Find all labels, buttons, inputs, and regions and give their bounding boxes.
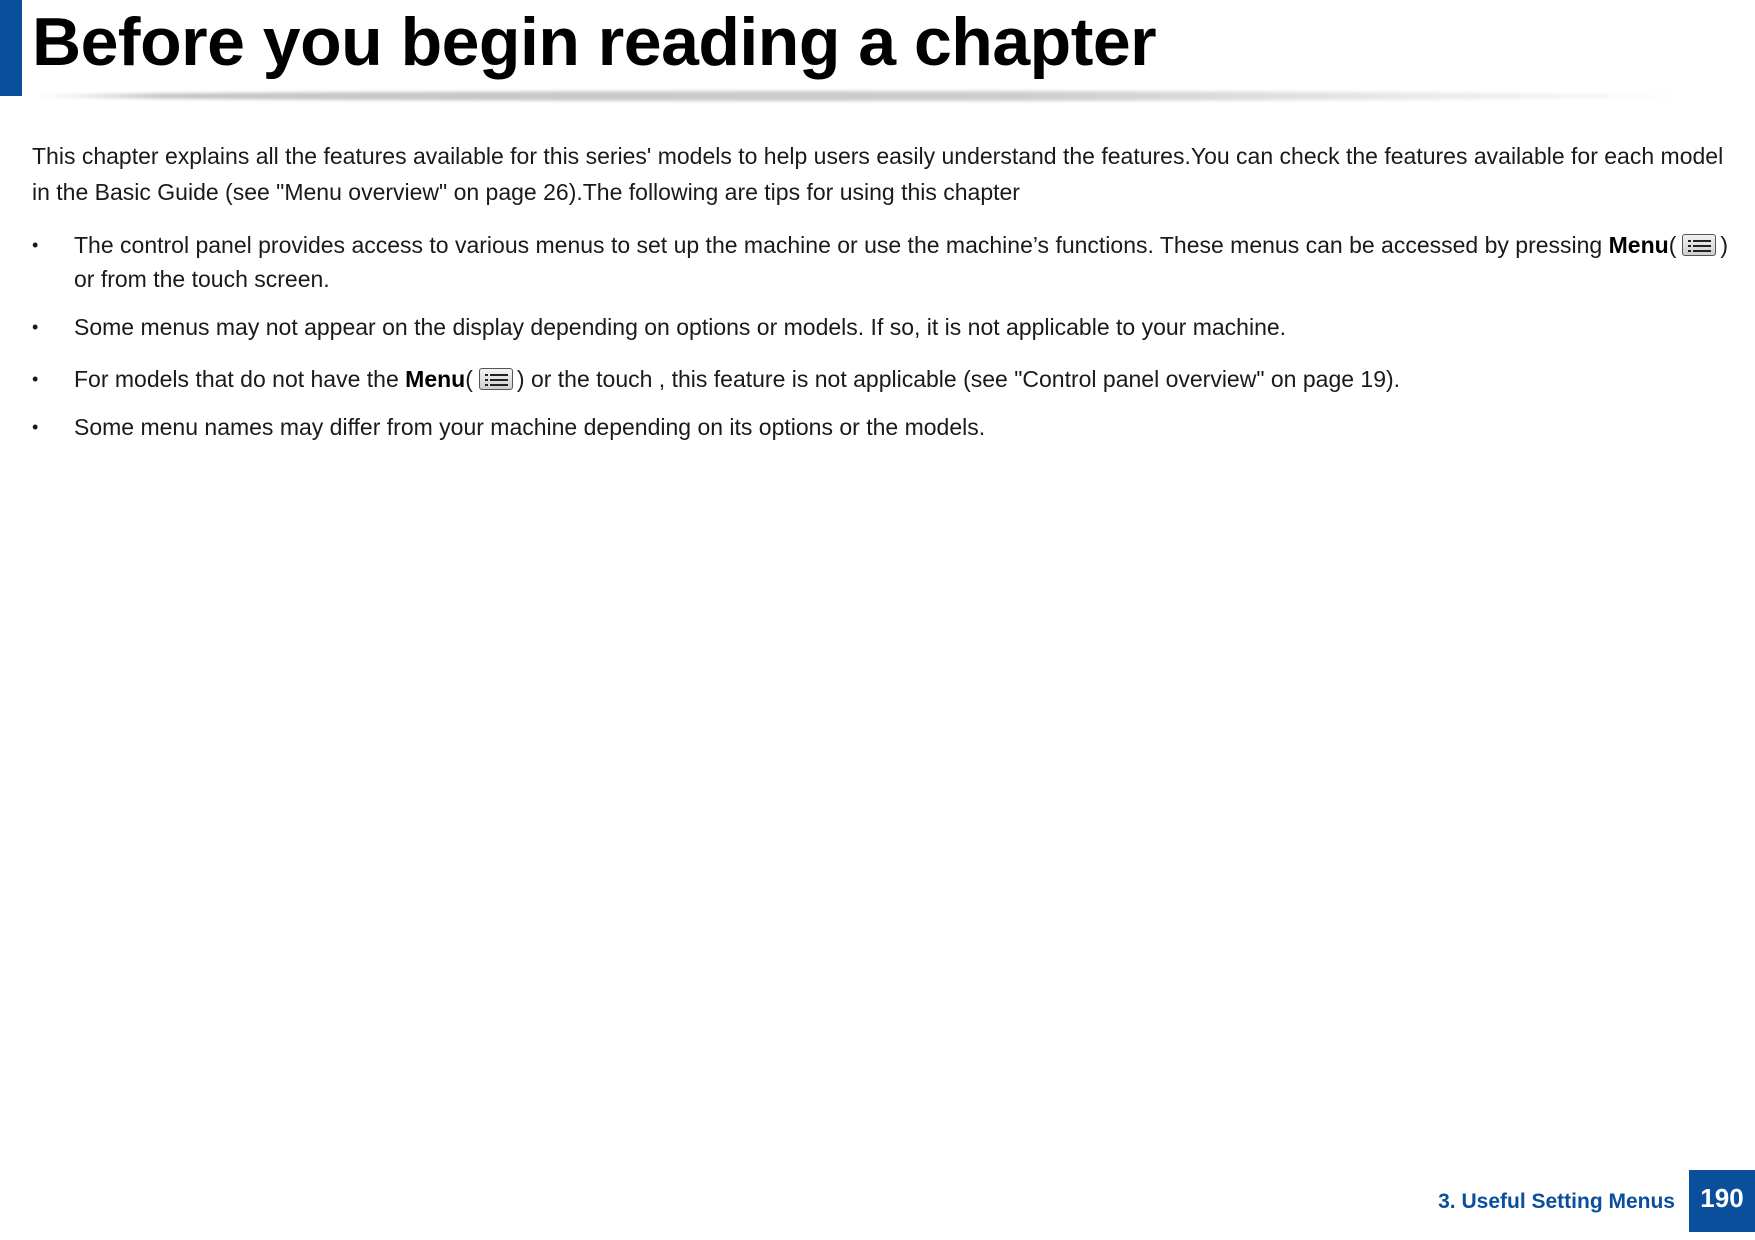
page-title: Before you begin reading a chapter — [32, 4, 1157, 80]
list-item-text: Some menu names may differ from your machine depending on its options or the models. — [74, 414, 986, 440]
list-item-text: The control panel provides access to various menus to set up the machine or use the machine’s functions. These menus can be accessed by pressing — [74, 232, 1609, 258]
bullet-marker: • — [32, 417, 39, 437]
list-item-text-end: ) or from the touch screen. — [74, 232, 1729, 292]
title-divider — [30, 91, 1690, 101]
bullet-marker: • — [32, 235, 39, 255]
menu-label: Menu — [1608, 232, 1669, 258]
paren-open: ( — [465, 366, 473, 392]
tips-list — [32, 228, 1732, 444]
header-accent-bar — [0, 0, 22, 96]
list-item — [32, 228, 1732, 296]
list-item — [32, 362, 1732, 396]
list-item — [32, 410, 1732, 444]
list-item-text-end: ) or the touch , this feature is not applicable (see "Control panel overview" on page 19). — [516, 366, 1401, 392]
menu-icon — [1682, 234, 1716, 256]
list-item — [32, 310, 1732, 344]
footer-section-link[interactable]: 3. Useful Setting Menus — [1438, 1190, 1675, 1213]
intro-paragraph: This chapter explains all the features available for this series' models to help users easily understand the features.You can check the features available for each model in the Basic Guide (see "Menu overview" on page 26).The following are tips for using this chapter — [32, 143, 1724, 205]
menu-icon — [479, 368, 513, 390]
page-number: 190 — [1689, 1170, 1755, 1232]
bullet-marker: • — [32, 369, 39, 389]
menu-label: Menu — [405, 366, 466, 392]
paren-open: ( — [1668, 232, 1677, 258]
list-item-text: Some menus may not appear on the display depending on options or models. If so, it is not applicable to your machine. — [74, 314, 1287, 340]
bullet-marker: • — [32, 317, 39, 337]
list-item-text: For models that do not have the — [74, 366, 406, 392]
